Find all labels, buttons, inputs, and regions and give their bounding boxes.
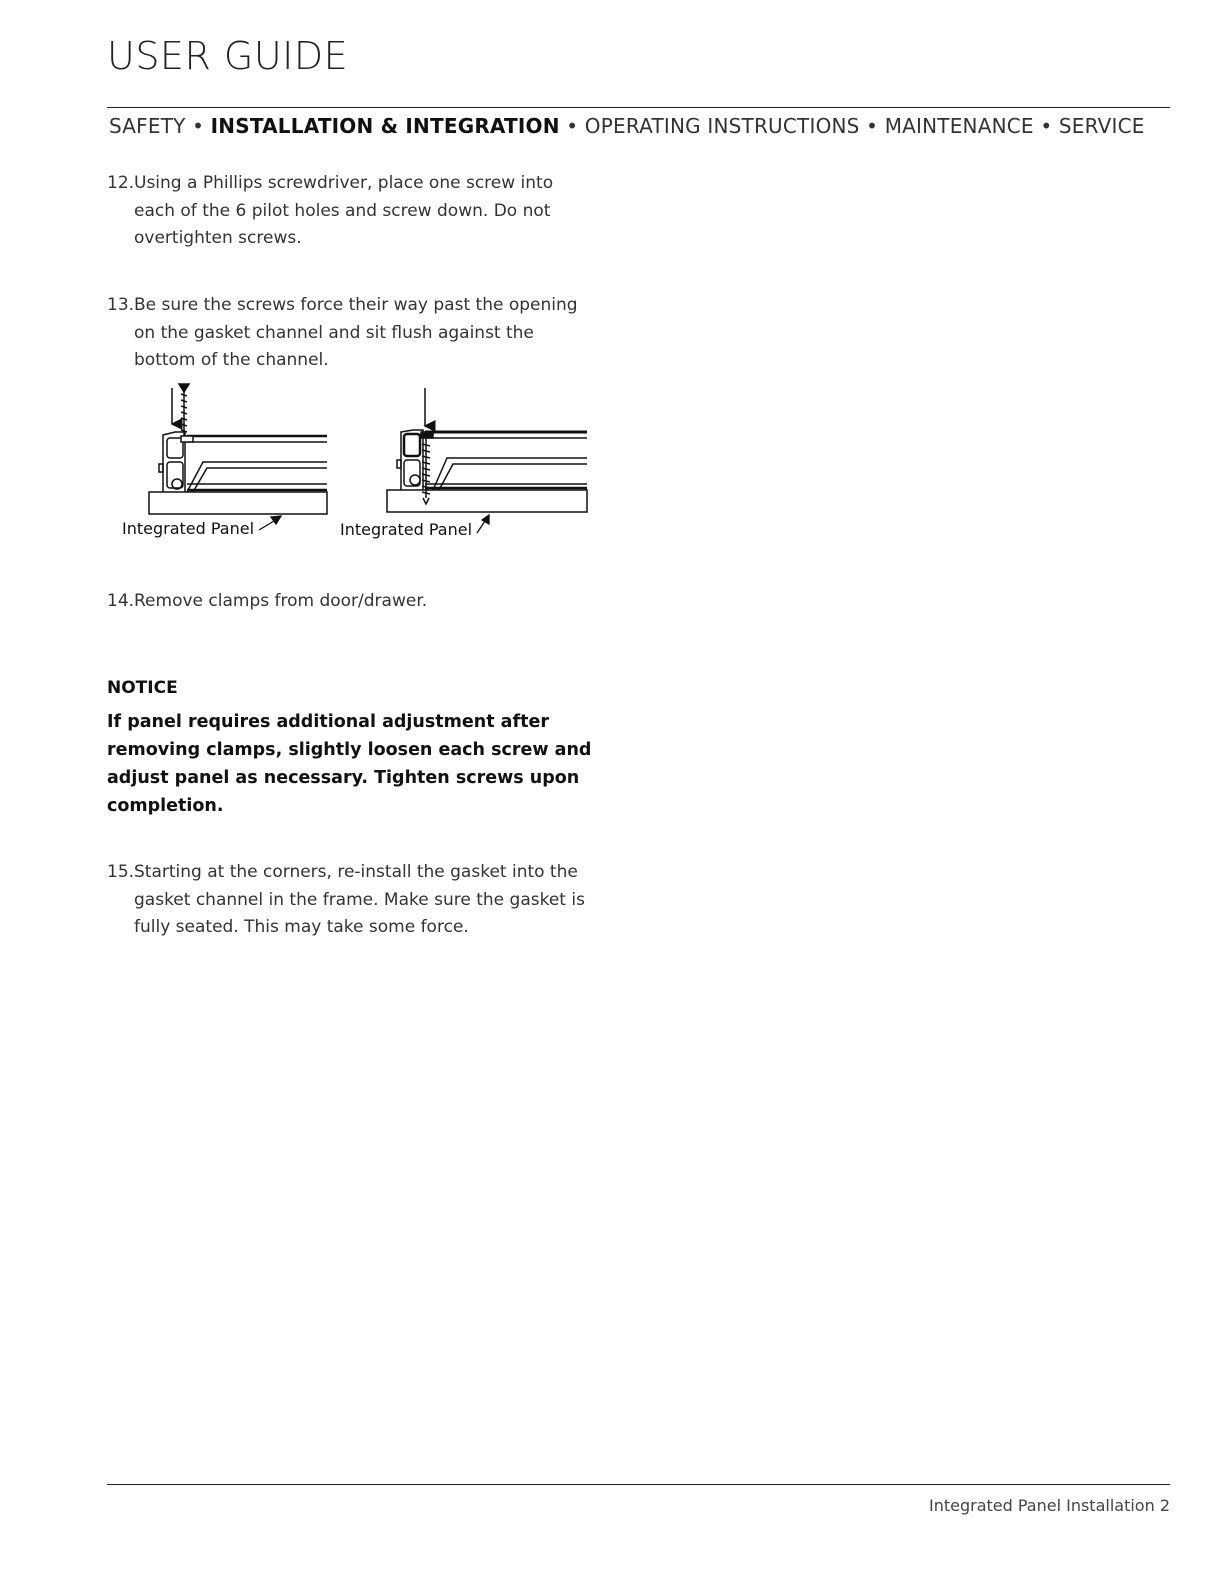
step-number: 13. bbox=[107, 295, 135, 315]
step-number: 12. bbox=[107, 173, 135, 193]
step-number: 14. bbox=[107, 591, 135, 611]
step-text: Starting at the corners, re-install the gasket into the gasket channel in the frame. Make sure the gasket is fully seated. This may take some force. bbox=[134, 862, 585, 937]
nav-service: SERVICE bbox=[1058, 114, 1145, 138]
nav-installation: INSTALLATION & INTEGRATION bbox=[210, 114, 560, 138]
step-text: Remove clamps from door/drawer. bbox=[134, 591, 428, 611]
footer-divider bbox=[107, 1484, 1170, 1485]
step-text: Using a Phillips screwdriver, place one screw into each of the 6 pilot holes and screw down. Do not overtighten screws. bbox=[134, 173, 554, 248]
figure-label-left: Integrated Panel bbox=[122, 519, 255, 538]
screw-installation-figure bbox=[107, 380, 597, 550]
notice-body: If panel requires additional adjustment after removing clamps, slightly loosen each screw and adjust panel as necessary. Tighten screws upon completion. bbox=[107, 712, 592, 816]
step-15 bbox=[107, 859, 597, 942]
step-text: Be sure the screws force their way past the opening on the gasket channel and sit flush against the bottom of the channel. bbox=[134, 295, 578, 370]
section-nav bbox=[109, 114, 1170, 138]
nav-separator: • bbox=[1033, 114, 1059, 138]
nav-separator: • bbox=[185, 114, 211, 138]
nav-separator: • bbox=[559, 114, 585, 138]
page-footer: Integrated Panel Installation 2 bbox=[928, 1496, 1170, 1515]
nav-separator: • bbox=[859, 114, 885, 138]
step-13 bbox=[107, 292, 597, 375]
left-diagram bbox=[149, 384, 327, 514]
nav-safety: SAFETY bbox=[109, 114, 186, 138]
nav-operating: OPERATING INSTRUCTIONS bbox=[584, 114, 860, 138]
header-divider bbox=[107, 107, 1170, 108]
step-12 bbox=[107, 170, 597, 253]
notice-heading: NOTICE bbox=[107, 678, 178, 698]
nav-maintenance: MAINTENANCE bbox=[884, 114, 1034, 138]
figure-label-right: Integrated Panel bbox=[340, 520, 473, 539]
right-diagram bbox=[387, 388, 587, 512]
step-14 bbox=[107, 588, 597, 616]
page-title: USER GUIDE bbox=[107, 34, 349, 78]
step-number: 15. bbox=[107, 862, 135, 882]
